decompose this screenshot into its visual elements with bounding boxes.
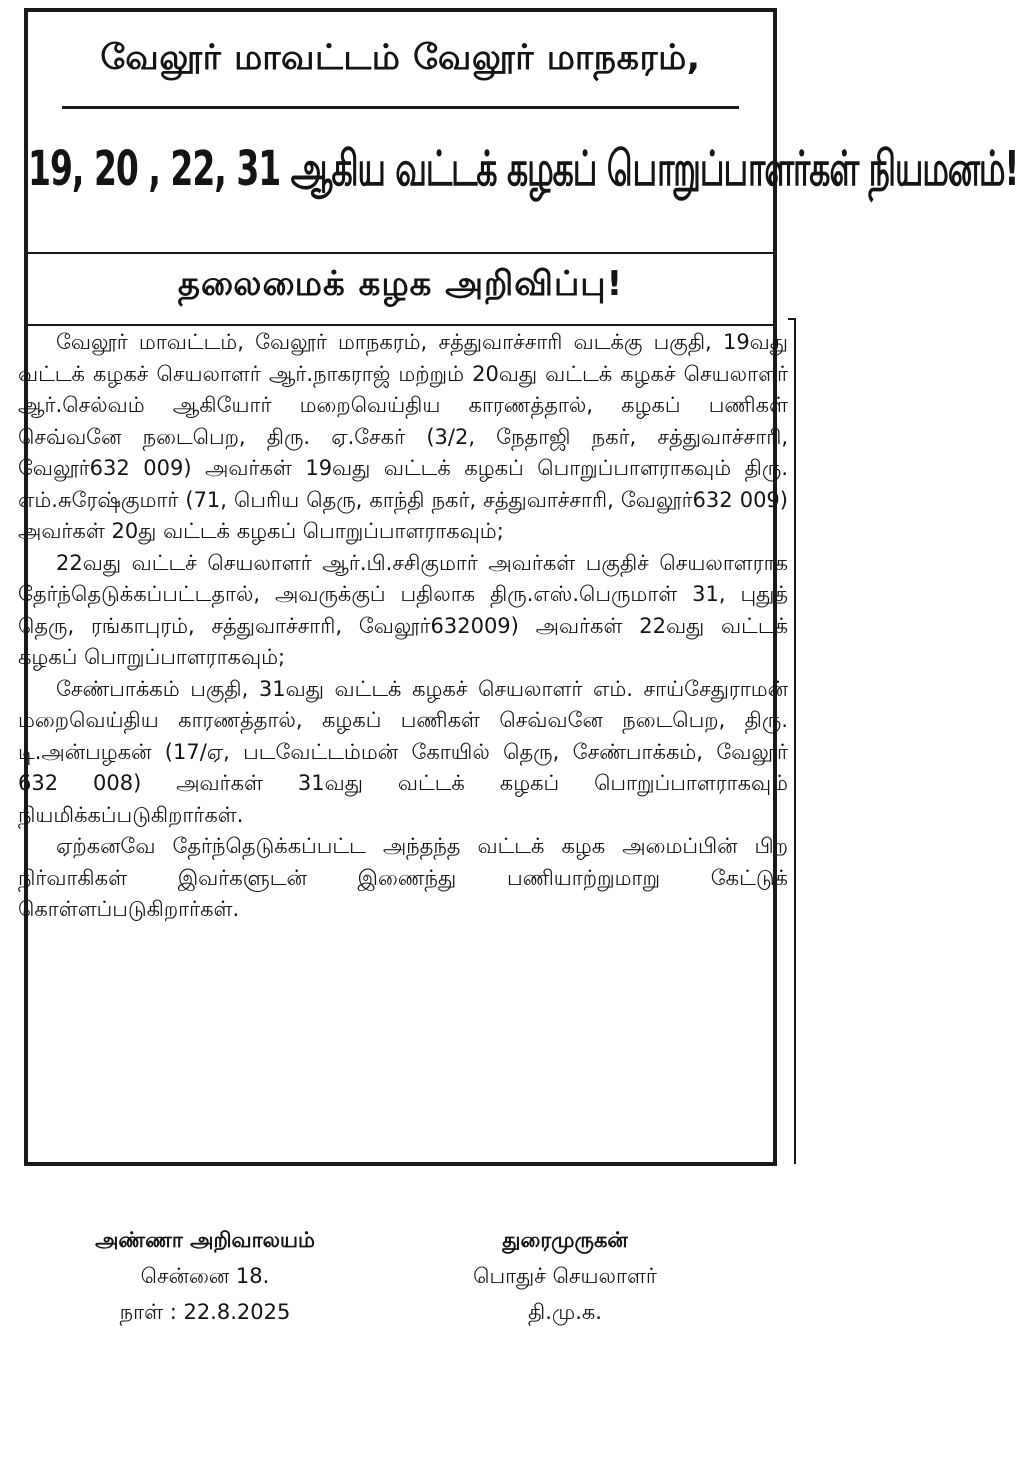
body-paragraph-1: வேலூர் மாவட்டம், வேலூர் மாநகரம், சத்துவாச்சாரி வடக்கு பகுதி, 19வது வட்டக் கழகச் செயலாளர் ஆர்.நாகராஜ் மற்றும் 20வது வட்டக் கழகச் செயலாளர் ஆர்.செல்வம் ஆகியோர் மறைவெய்திய காரணத்தால், கழகப் பணிகள் செவ்வனே நடைபெற, திரு. ஏ.சேகர் (3/2, நேதாஜி நகர், சத்துவாச்சாரி, வேலூர்632 009) அவர்கள் 19வது வட்டக் கழகப் பொறுப்பாளராகவும் திரு. எம்.சுரேஷ்குமார் (71, பெரிய தெரு, காந்தி நகர், சத்துவாச்சாரி, வேலூர்632 009) அவர்கள் 20து வட்டக் கழகப் பொறுப்பாளராகவும்;	[18, 330, 788, 543]
signature-right	[420, 1222, 710, 1330]
signature-left-date: நாள் : 22.8.2025	[119, 1300, 291, 1324]
signature-left-city: சென்னை 18.	[140, 1264, 270, 1288]
announcement-body	[18, 327, 788, 926]
signature-left-name: அண்ணா அறிவாலயம்	[95, 1228, 315, 1252]
body-paragraph-3: சேண்பாக்கம் பகுதி, 31வது வட்டக் கழகச் செயலாளர் எம். சாய்சேதுராமன் மறைவெய்திய காரணத்தால், கழகப் பணிகள் செவ்வனே நடைபெற, திரு. டி.அன்பழகன் (17/ஏ, படவேட்டம்மன் கோயில் தெரு, சேண்பாக்கம், வேலூர் 632 008) அவர்கள் 31வது வட்டக் கழகப் பொறுப்பாளராகவும் நியமிக்கப்படுகிறார்கள்.	[18, 676, 788, 827]
body-paragraph-4: ஏற்கனவே தேர்ந்தெடுக்கப்பட்ட அந்தந்த வட்டக் கழக அமைப்பின் பிற நிர்வாகிகள் இவர்களுடன் இணைந்து பணியாற்றுமாறு கேட்டுக் கொள்ளப்படுகிறார்கள்.	[18, 834, 788, 921]
headline-appointments: 19, 20 , 22, 31 ஆகிய வட்டக் கழகப் பொறுப்பாளர்கள் நியமனம்!	[28, 140, 1018, 197]
signature-right-title: பொதுச் செயலாளர்	[473, 1264, 657, 1288]
headline-district: வேலூர் மாவட்டம் வேலூர் மாநகரம்,	[100, 38, 701, 78]
margin-rule	[794, 318, 796, 1164]
announcement-label-block	[28, 252, 773, 326]
headline-block	[28, 12, 1018, 254]
signature-left	[60, 1222, 350, 1330]
signature-right-name: துரைமுருகன்	[502, 1228, 628, 1252]
headline-divider	[62, 106, 739, 109]
signature-right-org: தி.மு.க.	[528, 1300, 602, 1324]
body-paragraph-2: 22வது வட்டச் செயலாளர் ஆர்.பி.சசிகுமார் அவர்கள் பகுதிச் செயலாளராக தேர்ந்தெடுக்கப்பட்டதால், அவருக்குப் பதிலாக திரு.எஸ்.பெருமாள் 31, புதுத் தெரு, ரங்காபுரம், சத்துவாச்சாரி, வேலூர்632009) அவர்கள் 22வது வட்டக் கழகப் பொறுப்பாளராகவும்;	[18, 550, 788, 669]
announcement-label: தலைமைக் கழக அறிவிப்பு!	[177, 264, 624, 304]
